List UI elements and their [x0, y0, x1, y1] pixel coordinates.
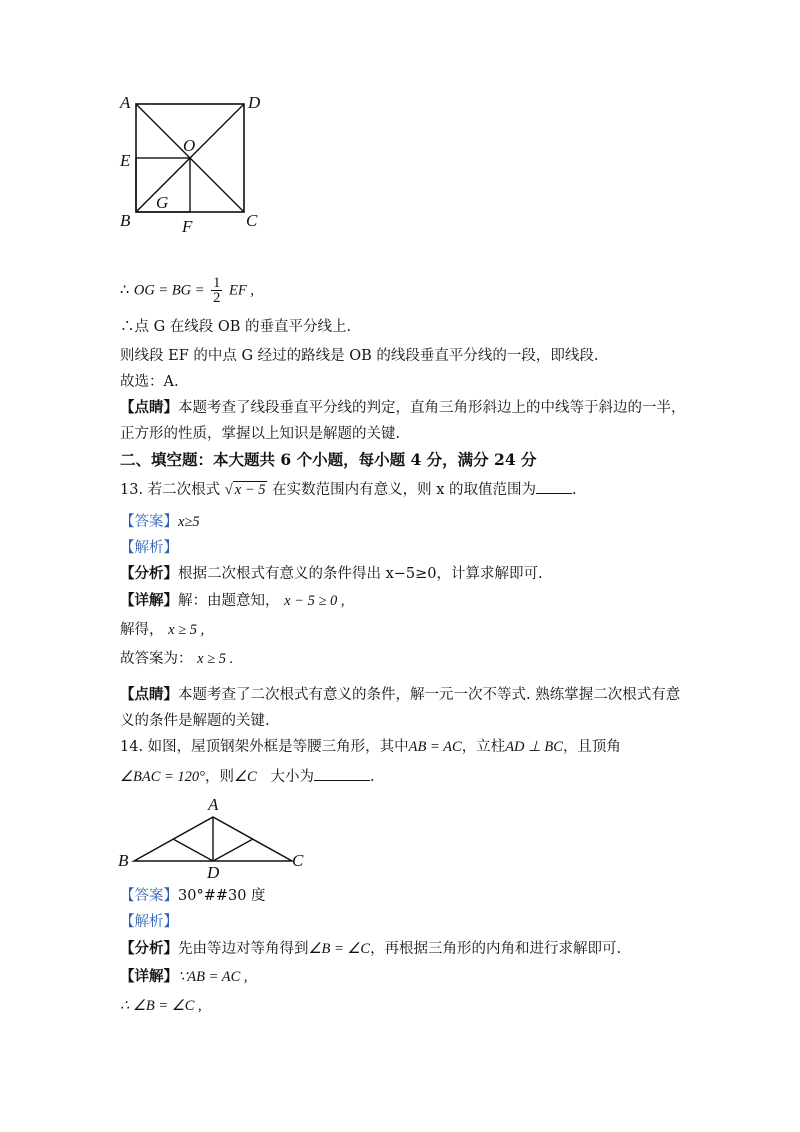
text-line: 则线段 EF 的中点 G 经过的路线是 OB 的线段垂直平分线的一段，即线段.: [120, 348, 599, 364]
answer-14: 【答案】30°##30 度: [120, 888, 266, 904]
detail-14: 【详解】∵AB = AC ,: [120, 968, 248, 985]
answer-blank: [314, 766, 370, 781]
question-14: 14. 如图，屋顶钢架外框是等腰三角形，其中AB = AC，立柱AD ⊥ BC，且顶角: [120, 739, 621, 755]
question-14-cont: ∠BAC = 120°，则∠C 大小为 .: [120, 766, 375, 787]
solve-line: 解得， x ≥ 5 ,: [120, 622, 205, 638]
answer-line: 故答案为： x ≥ 5 .: [120, 651, 234, 667]
fraction-half: $\frac{1}{2}$: [213, 275, 221, 306]
label-b: B: [118, 851, 129, 870]
og-equation: ∴ OG = BG = $\frac{1}{2}$ EF ,: [120, 275, 254, 306]
brace-left: [173, 839, 213, 861]
label-e: E: [120, 151, 131, 170]
label-f: F: [182, 217, 193, 236]
label-b: B: [120, 211, 131, 230]
label-o: O: [183, 136, 196, 155]
label-c: C: [292, 851, 304, 870]
analysis-14: 【分析】先由等边对等角得到∠B = ∠C，再根据三角形的内角和进行求解即可.: [120, 940, 622, 957]
sqrt-expression: √ x − 5: [224, 482, 266, 498]
analysis-tag: 【解析】: [120, 540, 178, 556]
square-figure: [112, 90, 272, 240]
comment-line: 【点睛】本题考查了线段垂直平分线的判定，直角三角形斜边上的中线等于斜边的一半，: [120, 399, 686, 416]
comment-13: 【点睛】本题考查了二次根式有意义的条件，解一元一次不等式. 熟练掌握二次根式有意: [120, 686, 681, 703]
answer-13: 【答案】x≥5: [120, 514, 200, 530]
text-line: 故选：A.: [120, 374, 179, 390]
label-a: A: [120, 93, 131, 112]
detail-13: 【详解】解：由题意知， x − 5 ≥ 0 ,: [120, 592, 345, 609]
analysis-13: 【分析】根据二次根式有意义的条件得出 x−5≥0，计算求解即可.: [120, 565, 543, 582]
label-g: G: [156, 193, 169, 212]
section-heading: 二、填空题：本大题共 6 个小题，每小题 4 分，满分 24 分: [120, 450, 537, 469]
label-c: C: [246, 211, 258, 230]
text-line: 义的条件是解题的关键.: [120, 713, 270, 729]
label-a: A: [208, 795, 219, 814]
text-line: 正方形的性质，掌握以上知识是解题的关键.: [120, 426, 401, 442]
text-line: ∴点 G 在线段 OB 的垂直平分线上.: [120, 319, 352, 335]
analysis-tag: 【解析】: [120, 914, 178, 930]
question-13: 13. 若二次根式 √ x − 5 在实数范围内有意义，则 x 的取值范围为 .: [120, 479, 577, 500]
answer-blank: [536, 479, 572, 494]
conclusion-line: ∴ ∠B = ∠C ,: [120, 998, 202, 1014]
label-d: D: [248, 93, 261, 112]
brace-right: [213, 839, 253, 861]
label-d: D: [207, 863, 220, 880]
roof-truss-figure: [112, 790, 312, 880]
